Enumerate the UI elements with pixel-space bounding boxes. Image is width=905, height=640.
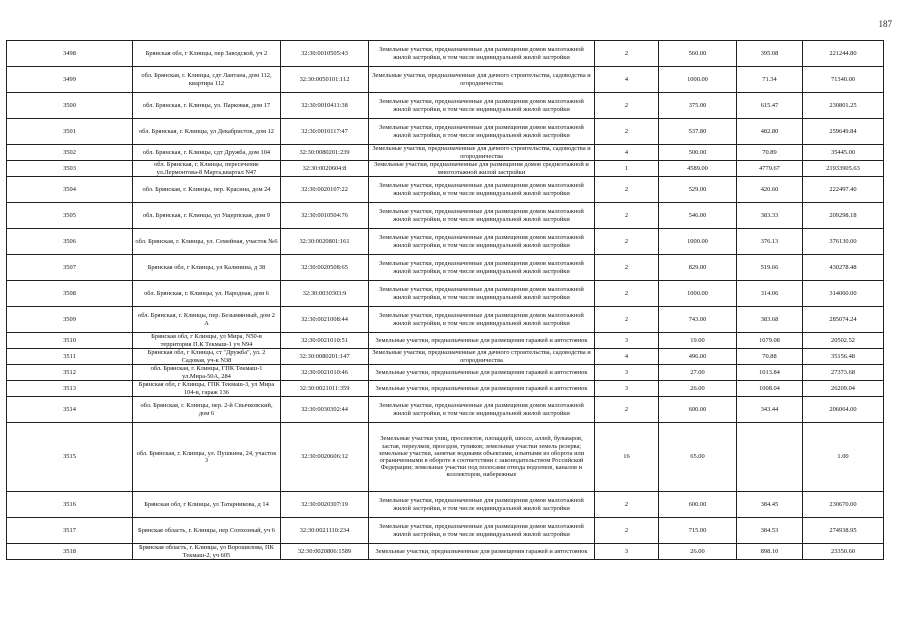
row-number-cell: 3502 xyxy=(7,145,133,161)
group-code-cell: 2 xyxy=(595,229,659,255)
area-cell: 1000.00 xyxy=(659,281,737,307)
cadastral-value-cell: 20502.52 xyxy=(803,333,884,349)
address-cell: обл. Брянская, г. Клинцы, пер. 2-й Свычковский, дом 6 xyxy=(133,397,281,423)
group-code-cell: 2 xyxy=(595,307,659,333)
group-code-cell: 3 xyxy=(595,333,659,349)
land-category-cell: Земельные участки, предназначенные для размещения домов малоэтажной жилой застройки, в том числе индивидуальной жилой застройки xyxy=(369,229,595,255)
group-code-cell: 2 xyxy=(595,177,659,203)
land-category-cell: Земельные участки улиц, проспектов, площадей, шоссе, аллей, бульваров, застав, переулков, проездов, тупиков; земельные участки земель резерва; земельные участки, занятые водными объектами, изъятыми из оборота или ограниченными в обороте в соответствии с законодательством Российской Федерации; земельные участки под полосами отвода водоемов, каналов и коллекторов, набережные xyxy=(369,423,595,492)
table-row xyxy=(7,281,884,307)
cadastral-number-cell: 32:30:0021010:46 xyxy=(281,365,369,381)
land-category-cell: Земельные участки, предназначенные для размещения домов малоэтажной жилой застройки, в том числе индивидуальной жилой застройки xyxy=(369,177,595,203)
cadastral-number-cell: 32:30:0020307:19 xyxy=(281,492,369,518)
row-number-cell: 3513 xyxy=(7,381,133,397)
row-number-cell: 3498 xyxy=(7,41,133,67)
land-category-cell: Земельные участки, предназначенные для размещения домов малоэтажной жилой застройки, в том числе индивидуальной жилой застройки xyxy=(369,492,595,518)
specific-value-cell: 898.10 xyxy=(737,544,803,560)
land-category-cell: Земельные участки, предназначенные для размещения домов малоэтажной жилой застройки, в том числе индивидуальной жилой застройки xyxy=(369,203,595,229)
area-cell: 715.00 xyxy=(659,518,737,544)
row-number-cell: 3505 xyxy=(7,203,133,229)
row-number-cell: 3518 xyxy=(7,544,133,560)
land-category-cell: Земельные участки, предназначенные для размещения домов малоэтажной жилой застройки, в том числе индивидуальной жилой застройки xyxy=(369,397,595,423)
address-cell: Брянская обл, г Клинцы, ул Мира, N50-в территория П.К Текмаш-1 уч N94 xyxy=(133,333,281,349)
cadastral-value-cell: 314060.00 xyxy=(803,281,884,307)
area-cell: 375.00 xyxy=(659,93,737,119)
area-cell: 560.00 xyxy=(659,41,737,67)
specific-value-cell: 383.68 xyxy=(737,307,803,333)
address-cell: Брянская обл, г Клинцы, пер Заводской, уч 2 xyxy=(133,41,281,67)
table-row xyxy=(7,203,884,229)
land-category-cell: Земельные участки, предназначенные для размещения домов малоэтажной жилой застройки, в том числе индивидуальной жилой застройки xyxy=(369,307,595,333)
group-code-cell: 4 xyxy=(595,67,659,93)
row-number-cell: 3512 xyxy=(7,365,133,381)
address-cell: обл. Брянская, г. Клинцы, ул Декабристов, дом 12 xyxy=(133,119,281,145)
area-cell: 600.00 xyxy=(659,492,737,518)
table-row xyxy=(7,41,884,67)
address-cell: обл. Брянская, г. Клинцы, сдт Лантана, дом 112, квартира 112 xyxy=(133,67,281,93)
specific-value-cell: 482.80 xyxy=(737,119,803,145)
cadastral-value-cell: 274938.95 xyxy=(803,518,884,544)
row-number-cell: 3516 xyxy=(7,492,133,518)
cadastral-value-cell: 209298.18 xyxy=(803,203,884,229)
specific-value-cell: 1013.84 xyxy=(737,365,803,381)
table-row xyxy=(7,365,884,381)
group-code-cell: 2 xyxy=(595,397,659,423)
table-row xyxy=(7,518,884,544)
table-row xyxy=(7,145,884,161)
land-category-cell: Земельные участки, предназначенные для размещения домов малоэтажной жилой застройки, в том числе индивидуальной жилой застройки xyxy=(369,41,595,67)
address-cell: обл. Брянская, г. Клинцы, пересечение ул.Лермонтова-8 Марта,квартал N47 xyxy=(133,161,281,177)
address-cell: обл. Брянская, г. Клинцы, ул. Парковая, дом 17 xyxy=(133,93,281,119)
cadastral-value-cell: 230670.00 xyxy=(803,492,884,518)
group-code-cell: 2 xyxy=(595,518,659,544)
cadastral-number-cell: 32:30:0020806:1589 xyxy=(281,544,369,560)
address-cell: Брянская обл, г Клинцы, ГПК Текмаш-3, ул Мира 104-в, гараж 136 xyxy=(133,381,281,397)
address-cell: обл. Брянская, г. Клинцы, ул. Народная, дом 6 xyxy=(133,281,281,307)
area-cell: 743.00 xyxy=(659,307,737,333)
cadastral-value-cell: 376130.00 xyxy=(803,229,884,255)
group-code-cell: 3 xyxy=(595,544,659,560)
table-row xyxy=(7,349,884,365)
group-code-cell: 2 xyxy=(595,41,659,67)
table-row xyxy=(7,161,884,177)
table-row xyxy=(7,307,884,333)
land-category-cell: Земельные участки, предназначенные для размещения гаражей и автостоянок xyxy=(369,381,595,397)
cadastral-number-cell: 32:30:0010504:76 xyxy=(281,203,369,229)
address-cell: обл. Брянская, г. Клинцы, пер. Красина, дом 24 xyxy=(133,177,281,203)
group-code-cell: 16 xyxy=(595,423,659,492)
specific-value-cell: 4779.67 xyxy=(737,161,803,177)
specific-value-cell: 420.60 xyxy=(737,177,803,203)
group-code-cell: 1 xyxy=(595,161,659,177)
cadastral-number-cell: 32:30:0020604:8 xyxy=(281,161,369,177)
cadastral-value-cell: 222497.40 xyxy=(803,177,884,203)
address-cell: обл. Брянская, г. Клинцы, ГПК Текмаш-1 ул.Мира-50А, 284 xyxy=(133,365,281,381)
group-code-cell: 2 xyxy=(595,255,659,281)
row-number-cell: 3508 xyxy=(7,281,133,307)
row-number-cell: 3501 xyxy=(7,119,133,145)
cadastral-value-cell: 206064.00 xyxy=(803,397,884,423)
specific-value-cell: 1008.04 xyxy=(737,381,803,397)
cadastral-number-cell: 32:30:0080201:239 xyxy=(281,145,369,161)
specific-value-cell: 376.13 xyxy=(737,229,803,255)
group-code-cell: 2 xyxy=(595,119,659,145)
area-cell: 65.00 xyxy=(659,423,737,492)
cadastral-value-cell: 1.00 xyxy=(803,423,884,492)
cadastral-number-cell: 32:30:0010117:47 xyxy=(281,119,369,145)
table-row xyxy=(7,93,884,119)
cadastral-value-cell: 259649.84 xyxy=(803,119,884,145)
row-number-cell: 3504 xyxy=(7,177,133,203)
cadastral-value-cell: 71340.00 xyxy=(803,67,884,93)
table-row xyxy=(7,67,884,93)
specific-value-cell: 1079.08 xyxy=(737,333,803,349)
cadastral-number-cell: 32:30:0020107:22 xyxy=(281,177,369,203)
address-cell: Брянская обл, г Клинцы, ст "Дружба", ул. 2 Садовая, уч-к N38 xyxy=(133,349,281,365)
group-code-cell: 2 xyxy=(595,203,659,229)
address-cell: обл. Брянская, г. Клинцы, пер. Безымянный, дом 2 А xyxy=(133,307,281,333)
row-number-cell: 3517 xyxy=(7,518,133,544)
table-row xyxy=(7,397,884,423)
cadastral-number-cell: 32:30:0010411:38 xyxy=(281,93,369,119)
table-row xyxy=(7,177,884,203)
land-registry-table xyxy=(6,40,884,560)
address-cell: Брянская область, г. Клинцы, пер Сопхозный, уч 6 xyxy=(133,518,281,544)
specific-value-cell: 343.44 xyxy=(737,397,803,423)
table-row xyxy=(7,544,884,560)
address-cell: Брянская область, г. Клинцы, ул Ворошилова, ПК Текмаш-2, уч 605 xyxy=(133,544,281,560)
cadastral-value-cell: 230801.25 xyxy=(803,93,884,119)
row-number-cell: 3509 xyxy=(7,307,133,333)
group-code-cell: 4 xyxy=(595,145,659,161)
specific-value-cell: 383.33 xyxy=(737,203,803,229)
table-row xyxy=(7,333,884,349)
cadastral-number-cell: 32:30:0020606:12 xyxy=(281,423,369,492)
group-code-cell: 2 xyxy=(595,93,659,119)
registry-body xyxy=(7,41,884,560)
cadastral-number-cell: 32:30:0021110:234 xyxy=(281,518,369,544)
specific-value-cell xyxy=(737,423,803,492)
land-category-cell: Земельные участки, предназначенные для размещения домов среднеэтажной и многоэтажной жилой застройки xyxy=(369,161,595,177)
row-number-cell: 3500 xyxy=(7,93,133,119)
area-cell: 26.00 xyxy=(659,381,737,397)
specific-value-cell: 384.45 xyxy=(737,492,803,518)
cadastral-value-cell: 430278.48 xyxy=(803,255,884,281)
area-cell: 600.00 xyxy=(659,397,737,423)
area-cell: 4589.00 xyxy=(659,161,737,177)
table-row xyxy=(7,423,884,492)
row-number-cell: 3499 xyxy=(7,67,133,93)
address-cell: обл. Брянская, г. Клинцы, ул. Пушкина, 24, участок 3 xyxy=(133,423,281,492)
area-cell: 19.00 xyxy=(659,333,737,349)
land-category-cell: Земельные участки, предназначенные для размещения гаражей и автостоянок xyxy=(369,544,595,560)
cadastral-value-cell: 27373.68 xyxy=(803,365,884,381)
cadastral-number-cell: 32:30:0080201:147 xyxy=(281,349,369,365)
area-cell: 1000.00 xyxy=(659,67,737,93)
area-cell: 537.80 xyxy=(659,119,737,145)
area-cell: 1000.00 xyxy=(659,229,737,255)
area-cell: 529.00 xyxy=(659,177,737,203)
area-cell: 829.00 xyxy=(659,255,737,281)
land-category-cell: Земельные участки, предназначенные для дачного строительства, садоводства и огородничества xyxy=(369,145,595,161)
row-number-cell: 3511 xyxy=(7,349,133,365)
cadastral-value-cell: 221244.80 xyxy=(803,41,884,67)
land-category-cell: Земельные участки, предназначенные для размещения домов малоэтажной жилой застройки, в том числе индивидуальной жилой застройки xyxy=(369,255,595,281)
cadastral-value-cell: 35156.48 xyxy=(803,349,884,365)
area-cell: 500.00 xyxy=(659,145,737,161)
specific-value-cell: 395.08 xyxy=(737,41,803,67)
cadastral-number-cell: 32:30:0021008:44 xyxy=(281,307,369,333)
land-category-cell: Земельные участки, предназначенные для размещения гаражей и автостоянок xyxy=(369,365,595,381)
cadastral-number-cell: 32:30:0021010:51 xyxy=(281,333,369,349)
row-number-cell: 3510 xyxy=(7,333,133,349)
group-code-cell: 4 xyxy=(595,349,659,365)
page-number: 187 xyxy=(878,19,892,29)
table-row xyxy=(7,381,884,397)
group-code-cell: 2 xyxy=(595,492,659,518)
specific-value-cell: 70.89 xyxy=(737,145,803,161)
cadastral-value-cell: 23350.60 xyxy=(803,544,884,560)
table-row xyxy=(7,229,884,255)
group-code-cell: 3 xyxy=(595,365,659,381)
specific-value-cell: 615.47 xyxy=(737,93,803,119)
address-cell: обл. Брянская, г. Клинцы, сдт Дружба, дом 104 xyxy=(133,145,281,161)
cadastral-value-cell: 21933905.63 xyxy=(803,161,884,177)
address-cell: обл. Брянская, г. Клинцы, ул. Семейная, участок №6 xyxy=(133,229,281,255)
cadastral-number-cell: 32:30:0030302:44 xyxy=(281,397,369,423)
specific-value-cell: 70.88 xyxy=(737,349,803,365)
cadastral-value-cell: 26209.04 xyxy=(803,381,884,397)
cadastral-number-cell: 32:30:0030303:9 xyxy=(281,281,369,307)
land-category-cell: Земельные участки, предназначенные для дачного строительства, садоводства и огородничества xyxy=(369,349,595,365)
cadastral-number-cell: 32:30:0010505:43 xyxy=(281,41,369,67)
row-number-cell: 3507 xyxy=(7,255,133,281)
area-cell: 27.00 xyxy=(659,365,737,381)
specific-value-cell: 314.06 xyxy=(737,281,803,307)
cadastral-number-cell: 32:30:0021011:359 xyxy=(281,381,369,397)
area-cell: 496.00 xyxy=(659,349,737,365)
land-category-cell: Земельные участки, предназначенные для размещения домов малоэтажной жилой застройки, в том числе индивидуальной жилой застройки xyxy=(369,93,595,119)
specific-value-cell: 384.53 xyxy=(737,518,803,544)
table-row xyxy=(7,492,884,518)
area-cell: 26.00 xyxy=(659,544,737,560)
group-code-cell: 3 xyxy=(595,381,659,397)
table-row xyxy=(7,255,884,281)
area-cell: 546.00 xyxy=(659,203,737,229)
row-number-cell: 3515 xyxy=(7,423,133,492)
address-cell: обл. Брянская, г. Клинцы, ул Ущерпская, дом 9 xyxy=(133,203,281,229)
address-cell: Брянская обл, г Клинцы, ул Калинина, д 38 xyxy=(133,255,281,281)
cadastral-number-cell: 32:30:0020801:161 xyxy=(281,229,369,255)
group-code-cell: 2 xyxy=(595,281,659,307)
address-cell: Брянская обл, г Клинцы, ул Татарникова, д 14 xyxy=(133,492,281,518)
land-category-cell: Земельные участки, предназначенные для дачного строительства, садоводства и огородничества xyxy=(369,67,595,93)
row-number-cell: 3514 xyxy=(7,397,133,423)
cadastral-value-cell: 285074.24 xyxy=(803,307,884,333)
table-row xyxy=(7,119,884,145)
row-number-cell: 3506 xyxy=(7,229,133,255)
land-category-cell: Земельные участки, предназначенные для размещения домов малоэтажной жилой застройки, в том числе индивидуальной жилой застройки xyxy=(369,281,595,307)
row-number-cell: 3503 xyxy=(7,161,133,177)
specific-value-cell: 519.66 xyxy=(737,255,803,281)
land-category-cell: Земельные участки, предназначенные для размещения гаражей и автостоянок xyxy=(369,333,595,349)
cadastral-number-cell: 32:30:0050101:112 xyxy=(281,67,369,93)
land-category-cell: Земельные участки, предназначенные для размещения домов малоэтажной жилой застройки, в том числе индивидуальной жилой застройки xyxy=(369,119,595,145)
specific-value-cell: 71.34 xyxy=(737,67,803,93)
cadastral-value-cell: 35445.00 xyxy=(803,145,884,161)
cadastral-number-cell: 32:30:0020508:65 xyxy=(281,255,369,281)
land-category-cell: Земельные участки, предназначенные для размещения домов малоэтажной жилой застройки, в том числе индивидуальной жилой застройки xyxy=(369,518,595,544)
